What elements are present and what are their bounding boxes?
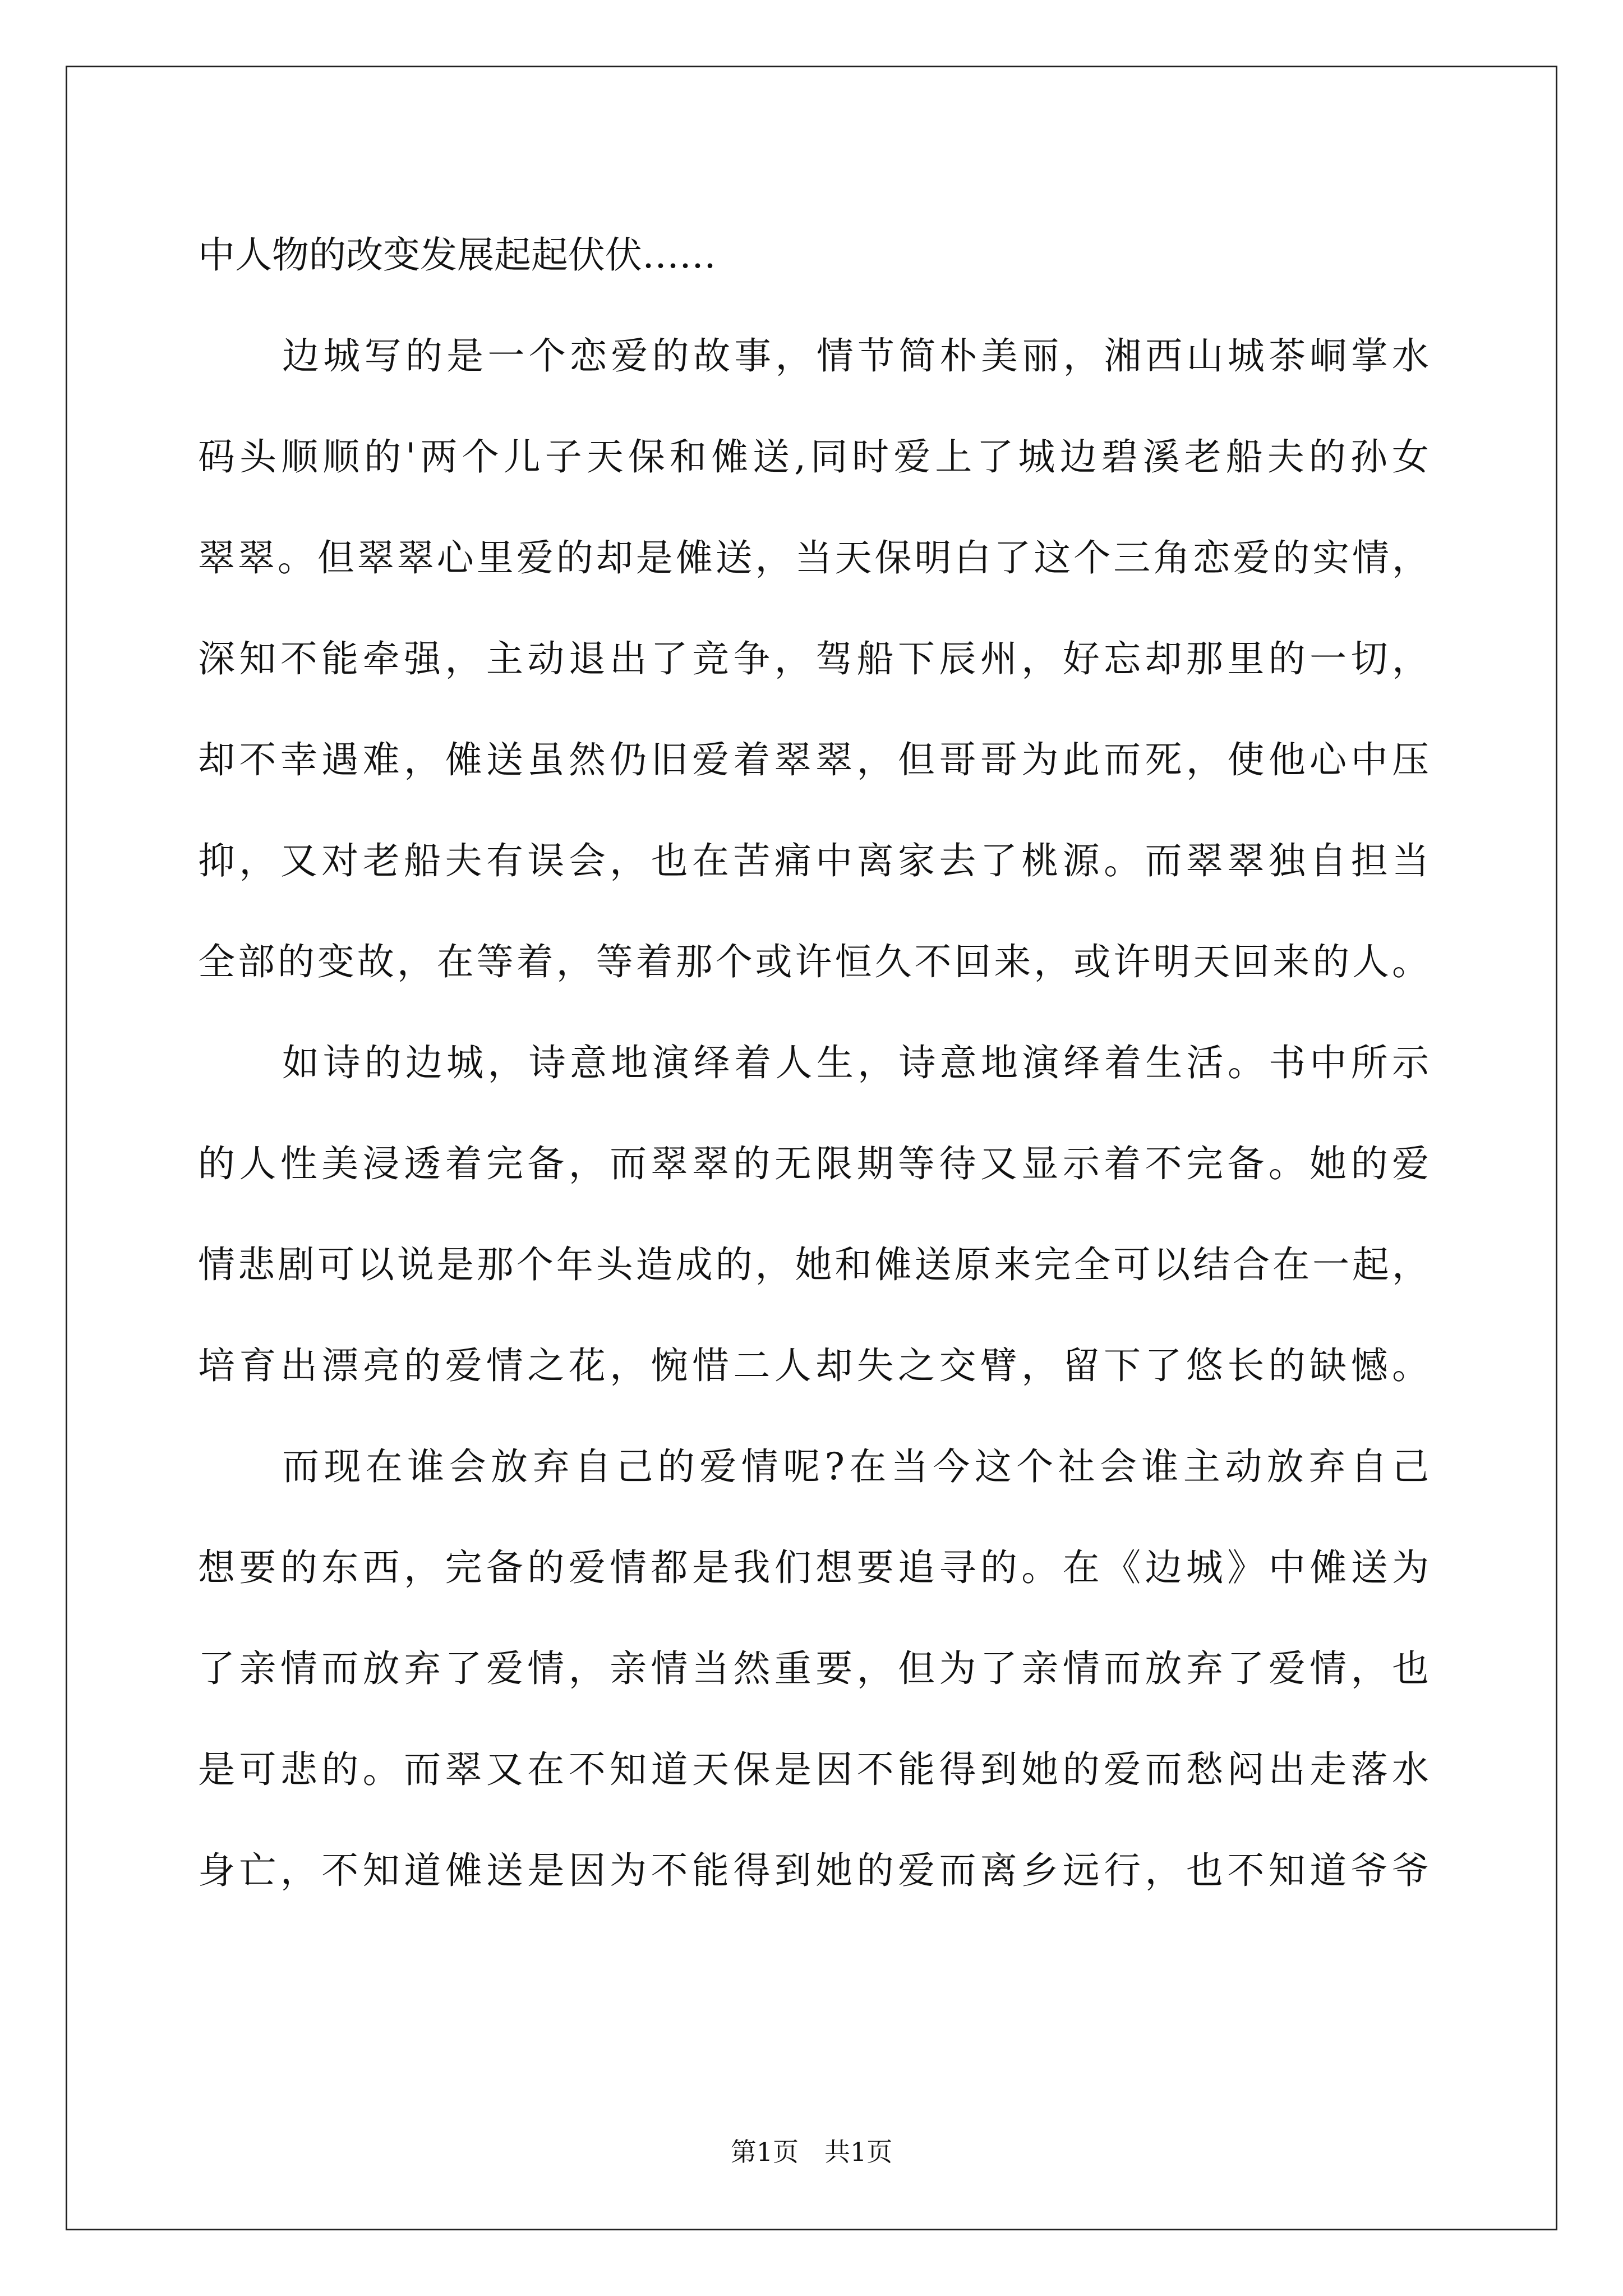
text-line: 全部的变故，在等着，等着那个或许恒久不回来，或许明天回来的人。: [198, 940, 1429, 983]
paragraph-start-line: 如诗的边城，诗意地演绎着人生，诗意地演绎着生活。书中所示: [282, 1041, 1429, 1084]
text-line: 是可悲的。而翠又在不知道天保是因不能得到她的爱而愁闷出走落水: [198, 1748, 1429, 1791]
paragraph-start-line: 边城写的是一个恋爱的故事，情节简朴美丽，湘西山城茶峒掌水: [282, 334, 1429, 378]
text-line: 培育出漂亮的爱情之花，惋惜二人却失之交臂，留下了悠长的缺憾。: [198, 1344, 1429, 1387]
text-line: 身亡，不知道傩送是因为不能得到她的爱而离乡远行，也不知道爷爷: [198, 1849, 1429, 1892]
page-number: 第1页 共1页: [730, 2137, 893, 2167]
text-line: 想要的东西，完备的爱情都是我们想要追寻的。在《边城》中傩送为: [198, 1546, 1429, 1589]
text-line: 深知不能牵强，主动退出了竞争，驾船下辰州，好忘却那里的一切，: [198, 637, 1429, 680]
text-line: 抑，又对老船夫有误会，也在苦痛中离家去了桃源。而翠翠独自担当: [198, 839, 1429, 882]
text-line: 码头顺顺的'两个儿子天保和傩送,同时爱上了城边碧溪老船夫的孙女: [198, 435, 1429, 478]
paragraph-start-line: 而现在谁会放弃自己的爱情呢?在当今这个社会谁主动放弃自己: [282, 1445, 1429, 1488]
text-line: 情悲剧可以说是那个年头造成的，她和傩送原来完全可以结合在一起，: [198, 1243, 1429, 1286]
text-line: 的人性美浸透着完备，而翠翠的无限期等待又显示着不完备。她的爱: [198, 1142, 1429, 1185]
text-line: 中人物的改变发展起起伏伏……: [198, 233, 716, 277]
text-line: 翠翠。但翠翠心里爱的却是傩送，当天保明白了这个三角恋爱的实情，: [198, 536, 1429, 579]
text-line: 却不幸遇难，傩送虽然仍旧爱着翠翠，但哥哥为此而死，使他心中压: [198, 738, 1429, 781]
text-line: 了亲情而放弃了爱情，亲情当然重要，但为了亲情而放弃了爱情，也: [198, 1647, 1429, 1690]
